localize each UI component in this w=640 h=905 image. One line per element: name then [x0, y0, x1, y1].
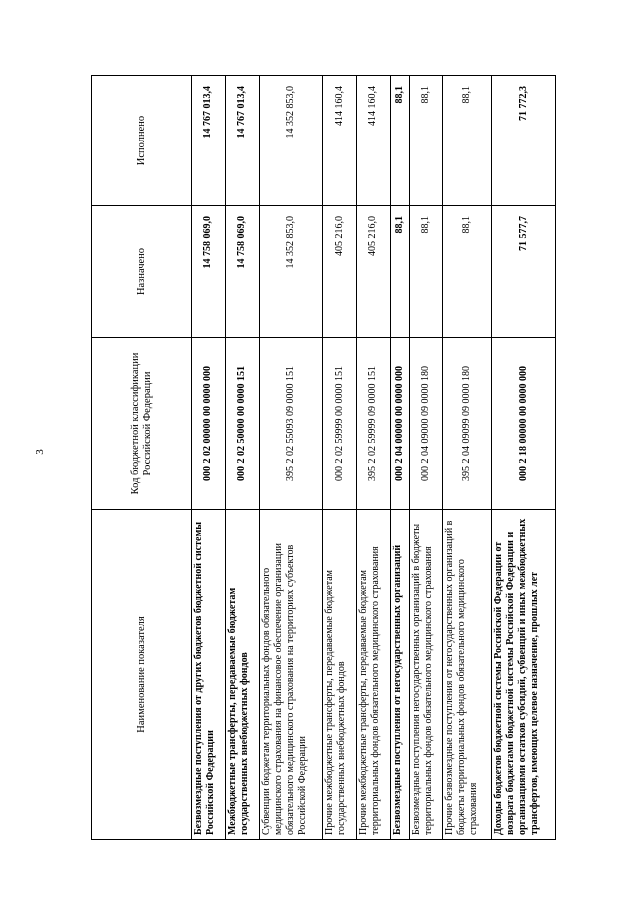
table-row — [409, 76, 443, 840]
row-code-cell: 395 2 02 55093 09 0000 151 — [259, 338, 323, 510]
row-name-cell: Безвозмездные поступления от других бюджетов бюджетной системы Российской Федерации — [192, 510, 226, 840]
row-name-cell: Прочие безвозмездные поступления от негосударственных организаций в бюджеты территориальных фондов обязательного медицинского страхования — [443, 510, 492, 840]
row-name-cell: Прочие межбюджетные трансферты, передаваемые бюджетам государственных внебюджетных фондов — [323, 510, 357, 840]
table-row — [323, 76, 357, 840]
row-code-cell: 000 2 04 09000 09 0000 180 — [409, 338, 443, 510]
row-code-cell: 000 2 02 59999 00 0000 151 — [323, 338, 357, 510]
table-row — [259, 76, 323, 840]
row-name-cell: Доходы бюджетов бюджетной системы Российской Федерации от возврата бюджетами бюджетной системы Российской Федерации и организациями остатков субсидий, субвенций и иных межбюджетных трансфертов, имеющих целевое назначение, прошлых лет — [492, 510, 556, 840]
row-planned-cell: 405 216,0 — [357, 206, 391, 338]
row-planned-cell: 88,1 — [409, 206, 443, 338]
row-planned-cell: 14 758 069,0 — [192, 206, 226, 338]
row-executed-cell: 88,1 — [409, 76, 443, 206]
table-row — [192, 76, 226, 840]
row-name-cell: Безвозмездные поступления от негосударственных организаций — [390, 510, 409, 840]
row-executed-cell: 14 767 013,4 — [192, 76, 226, 206]
table-row — [390, 76, 409, 840]
row-executed-cell: 71 772,3 — [492, 76, 556, 206]
table-row — [492, 76, 556, 840]
table-row — [443, 76, 492, 840]
row-executed-cell: 414 160,4 — [323, 76, 357, 206]
row-code-cell: 000 2 04 00000 00 0000 000 — [390, 338, 409, 510]
row-executed-cell: 414 160,4 — [357, 76, 391, 206]
row-planned-cell: 71 577,7 — [492, 206, 556, 338]
header-name: Наименование показателя — [92, 510, 192, 840]
row-name-cell: Субвенции бюджетам территориальных фондов обязательного медицинского страхования на финансовое обеспечение организации обязательного медицинского страхования на территориях субъектов Российской Федерации — [259, 510, 323, 840]
row-code-cell: 000 2 18 00000 00 0000 000 — [492, 338, 556, 510]
row-code-cell: 395 2 04 09099 09 0000 180 — [443, 338, 492, 510]
row-planned-cell: 88,1 — [443, 206, 492, 338]
row-name-cell: Межбюджетные трансферты, передаваемые бюджетам государственных внебюджетных фондов — [225, 510, 259, 840]
budget-execution-table — [91, 75, 556, 840]
row-code-cell: 000 2 02 50000 00 0000 151 — [225, 338, 259, 510]
row-planned-cell: 14 352 853,0 — [259, 206, 323, 338]
row-executed-cell: 88,1 — [390, 76, 409, 206]
row-planned-cell: 405 216,0 — [323, 206, 357, 338]
row-code-cell: 395 2 02 59999 09 0000 151 — [357, 338, 391, 510]
page-number: 3 — [34, 449, 46, 455]
header-code: Код бюджетной классификации Российской Федерации — [92, 338, 192, 510]
table-body — [192, 76, 556, 840]
header-planned: Назначено — [92, 206, 192, 338]
row-executed-cell: 14 352 853,0 — [259, 76, 323, 206]
row-executed-cell: 88,1 — [443, 76, 492, 206]
table-row — [225, 76, 259, 840]
row-planned-cell: 14 758 069,0 — [225, 206, 259, 338]
rotated-table-sheet — [91, 76, 556, 840]
table-header-row — [92, 76, 192, 840]
row-name-cell: Безвозмездные поступления негосударственных организаций в бюджеты территориальных фондов обязательного медицинского страхования — [409, 510, 443, 840]
table-row — [357, 76, 391, 840]
row-name-cell: Прочие межбюджетные трансферты, передаваемые бюджетам территориальных фондов обязательного медицинского страхования — [357, 510, 391, 840]
header-executed: Исполнено — [92, 76, 192, 206]
row-code-cell: 000 2 02 00000 00 0000 000 — [192, 338, 226, 510]
row-executed-cell: 14 767 013,4 — [225, 76, 259, 206]
row-planned-cell: 88,1 — [390, 206, 409, 338]
